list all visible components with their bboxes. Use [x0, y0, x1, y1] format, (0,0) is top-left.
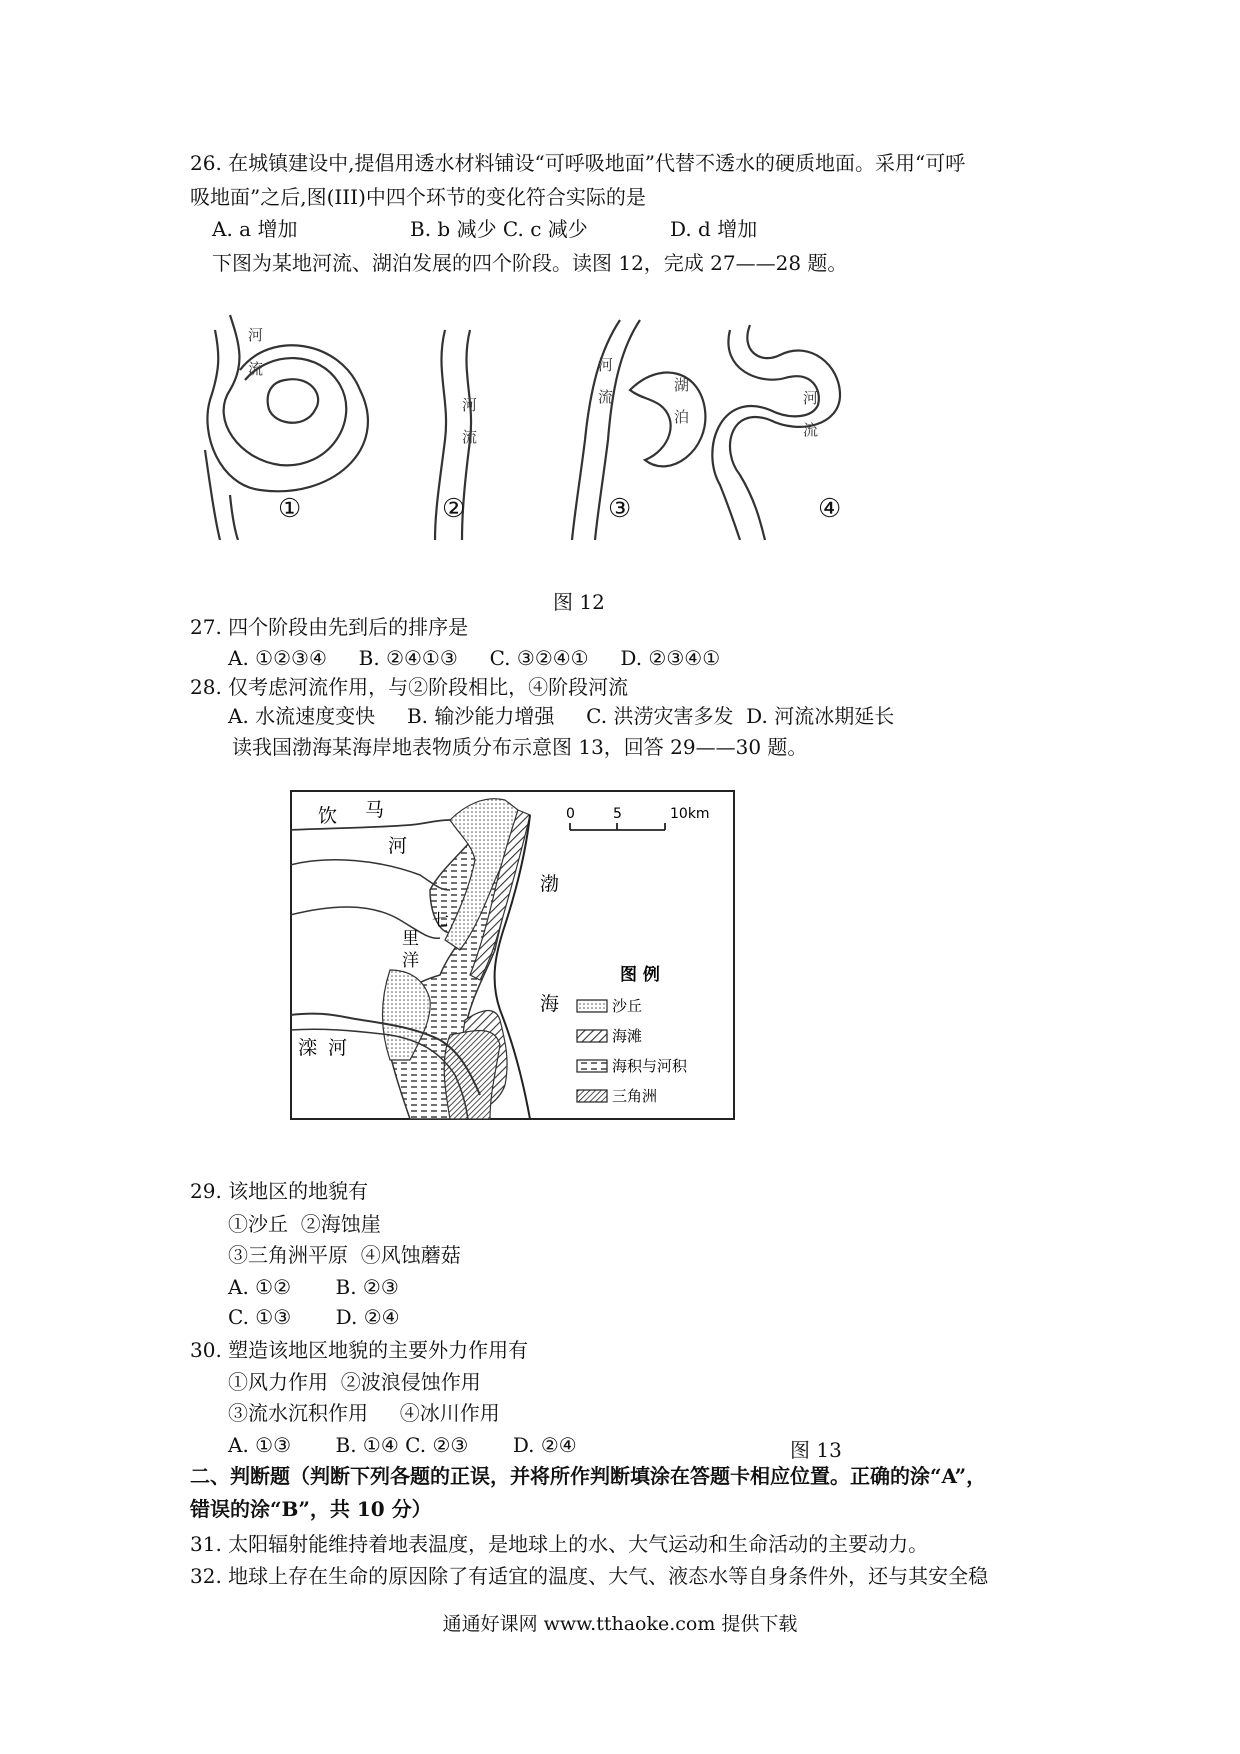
legend-swatch-delta — [577, 1090, 607, 1102]
q29-options-ab: A. ①② B. ②③ — [228, 1275, 399, 1299]
scale-tick-10km: 10km — [670, 806, 710, 822]
section-2-heading-line-1: 二、判断题（判断下列各题的正误，并将所作判断填涂在答题卡相应位置。正确的涂“A”， — [190, 1464, 987, 1488]
legend-title: 图 例 — [620, 965, 660, 985]
stage-3-label-liu: 流 — [598, 388, 614, 406]
legend-swatch-deposit — [577, 1060, 607, 1072]
q30-stem: 30. 塑造该地区地貌的主要外力作用有 — [190, 1338, 529, 1362]
section-2-heading-line-2: 错误的涂“B”，共 10 分） — [190, 1497, 432, 1521]
q26-option-bc: B. b 减少 C. c 减少 — [410, 217, 588, 241]
scale-tick-5: 5 — [613, 806, 622, 822]
page-footer: 通通好课网 www.tthaoke.com 提供下载 — [442, 1613, 798, 1635]
map-label-luan: 滦 — [298, 1037, 318, 1059]
q28-stem: 28. 仅考虑河流作用，与②阶段相比，④阶段河流 — [190, 675, 629, 699]
intro-29-30: 读我国渤海某海岸地表物质分布示意图 13，回答 29——30 题。 — [232, 735, 808, 759]
figure-12-panel-3-label: ③ — [608, 494, 632, 524]
map-label-ma: 马 — [365, 799, 385, 821]
q26-line-1: 26. 在城镇建设中,提倡用透水材料铺设“可呼吸地面”代替不透水的硬质地面。采用“可呼 — [190, 151, 966, 175]
stage-1-label-he: 河 — [248, 326, 264, 344]
figure-12-panel-1-label: ① — [278, 494, 302, 524]
legend-label-delta: 三角洲 — [612, 1087, 658, 1105]
q30-choices-row-2: ③流水沉积作用 ④冰川作用 — [228, 1401, 500, 1425]
legend-swatch-beach — [577, 1030, 607, 1042]
stage-4-label-liu: 流 — [803, 421, 819, 439]
figure-12-caption: 图 12 — [553, 590, 605, 614]
intro-27-28: 下图为某地河流、湖泊发展的四个阶段。读图 12，完成 27——28 题。 — [212, 251, 848, 275]
q29-options-cd: C. ①③ D. ②④ — [228, 1305, 400, 1329]
map-label-he-lower: 河 — [328, 1037, 348, 1059]
figure-12-panel-2-label: ② — [442, 494, 466, 524]
legend-label-dune: 沙丘 — [612, 997, 643, 1015]
stage-3-label-he: 河 — [598, 356, 614, 374]
stage-4-label-he: 河 — [803, 389, 819, 407]
q27-options: A. ①②③④ B. ②④①③ C. ③②④① D. ②③④① — [228, 646, 721, 670]
figure-12-panel-4-label: ④ — [818, 494, 842, 524]
stage-2-label-liu: 流 — [462, 428, 478, 446]
q28-options: A. 水流速度变快 B. 输沙能力增强 C. 洪涝灾害多发 D. 河流冰期延长 — [228, 704, 895, 728]
q26-option-d: D. d 增加 — [670, 217, 758, 241]
q31-statement: 31. 太阳辐射能维持着地表温度，是地球上的水、大气运动和生命活动的主要动力。 — [190, 1532, 929, 1556]
q26-option-a: A. a 增加 — [212, 217, 298, 241]
map-label-hai: 海 — [540, 993, 560, 1015]
scale-tick-0: 0 — [566, 806, 575, 822]
q30-options: A. ①③ B. ①④ C. ②③ D. ②④ — [228, 1433, 577, 1457]
map-label-li: 里 — [402, 929, 419, 949]
figure-13-caption: 图 13 — [790, 1438, 842, 1462]
q29-stem: 29. 该地区的地貌有 — [190, 1179, 369, 1203]
stage-3-label-po: 泊 — [674, 408, 690, 426]
q26-line-2: 吸地面”之后,图(III)中四个环节的变化符合实际的是 — [190, 185, 646, 209]
legend-label-beach: 海滩 — [612, 1027, 643, 1045]
q30-choices-row-1: ①风力作用 ②波浪侵蚀作用 — [228, 1370, 481, 1394]
q32-statement: 32. 地球上存在生命的原因除了有适宜的温度、大气、液态水等自身条件外，还与其安全稳 — [190, 1564, 989, 1588]
legend-label-deposit: 海积与河积 — [612, 1057, 688, 1075]
map-label-he-upper: 河 — [388, 835, 408, 857]
stage-3-label-hu: 湖 — [674, 376, 690, 394]
map-label-bo: 渤 — [540, 873, 560, 895]
stage-1-label-liu: 流 — [248, 360, 264, 378]
q29-choices-row-2: ③三角洲平原 ④风蚀蘑菇 — [228, 1243, 461, 1267]
q29-choices-row-1: ①沙丘 ②海蚀崖 — [228, 1212, 381, 1236]
figure-13-coast-map — [290, 790, 735, 1120]
legend-swatch-dune — [577, 1000, 607, 1012]
figure-12-river-stages — [200, 310, 960, 540]
map-label-qi: 七 — [432, 911, 449, 931]
stage-2-label-he: 河 — [462, 396, 478, 414]
map-label-yang: 洋 — [402, 951, 419, 971]
map-label-yin: 饮 — [318, 805, 338, 827]
stage-3-cutoff-lake — [572, 320, 705, 540]
q27-stem: 27. 四个阶段由先到后的排序是 — [190, 615, 469, 639]
